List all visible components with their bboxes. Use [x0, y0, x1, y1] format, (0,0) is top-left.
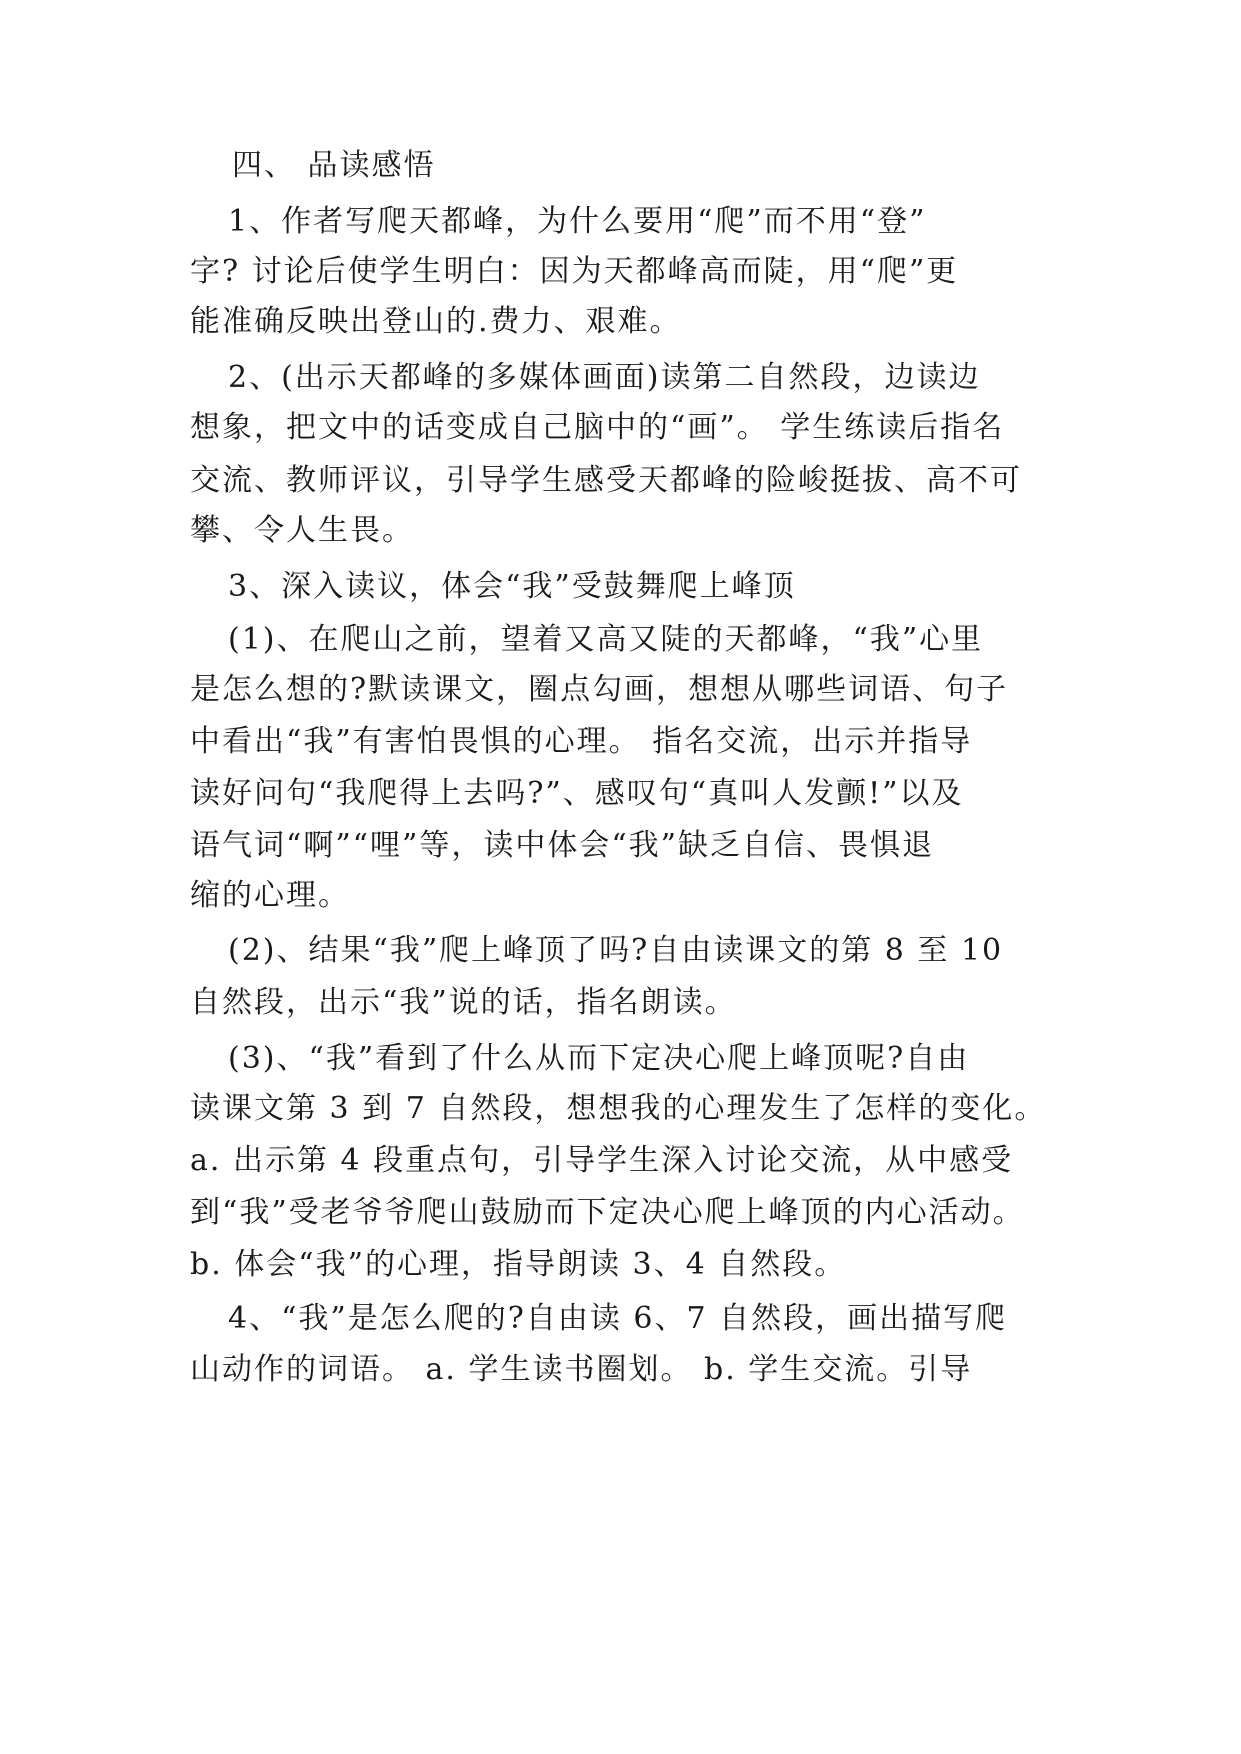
paragraph-line: 能准确反映出登山的.费力、艰难。 — [190, 304, 682, 339]
paragraph-line: (2)、结果“我”爬上峰顶了吗?自由读课文的第 8 至 10 — [228, 933, 1004, 968]
paragraph-line: b. 体会“我”的心理，指导朗读 3、4 自然段。 — [190, 1247, 847, 1282]
paragraph-line: (3)、“我”看到了什么从而下定决心爬上峰顶呢?自由 — [228, 1041, 970, 1076]
paragraph-line: 语气词“啊”“哩”等，读中体会“我”缺乏自信、畏惧退 — [190, 828, 935, 863]
paragraph-line: 2、(出示天都峰的多媒体画面)读第二自然段，边读边 — [228, 360, 981, 395]
paragraph-line: 1、作者写爬天都峰，为什么要用“爬”而不用“登” — [228, 204, 927, 239]
paragraph-line: 读课文第 3 到 7 自然段，想想我的心理发生了怎样的变化。 — [190, 1091, 1047, 1126]
section-heading: 四、 品读感悟 — [232, 148, 436, 183]
paragraph-line: 缩的心理。 — [190, 878, 350, 913]
paragraph-line: 自然段，出示“我”说的话，指名朗读。 — [190, 985, 737, 1020]
paragraph-line: a. 出示第 4 段重点句，引导学生深入讨论交流，从中感受 — [190, 1143, 1014, 1178]
paragraph-line: 3、深入读议，体会“我”受鼓舞爬上峰顶 — [228, 569, 796, 604]
paragraph-line: 交流、教师评议，引导学生感受天都峰的险峻挺拔、高不可 — [190, 463, 1022, 498]
paragraph-line: 是怎么想的?默读课文，圈点勾画，想想从哪些词语、句子 — [190, 672, 1009, 707]
paragraph-line: 攀、令人生畏。 — [190, 513, 414, 548]
paragraph-line: 想象，把文中的话变成自己脑中的“画”。 学生练读后指名 — [190, 410, 1005, 445]
paragraph-line: 4、“我”是怎么爬的?自由读 6、7 自然段，画出描写爬 — [228, 1301, 1008, 1336]
paragraph-line: 到“我”受老爷爷爬山鼓励而下定决心爬上峰顶的内心活动。 — [190, 1195, 1025, 1230]
paragraph-line: 山动作的词语。 a. 学生读书圈划。 b. 学生交流。引导 — [190, 1352, 973, 1387]
paragraph-line: 读好问句“我爬得上去吗?”、感叹句“真叫人发颤!”以及 — [190, 776, 964, 811]
paragraph-line: (1)、在爬山之前，望着又高又陡的天都峰，“我”心里 — [228, 622, 984, 657]
paragraph-line: 中看出“我”有害怕畏惧的心理。 指名交流，出示并指导 — [190, 724, 973, 759]
paragraph-line: 字? 讨论后使学生明白：因为天都峰高而陡，用“爬”更 — [190, 254, 959, 289]
